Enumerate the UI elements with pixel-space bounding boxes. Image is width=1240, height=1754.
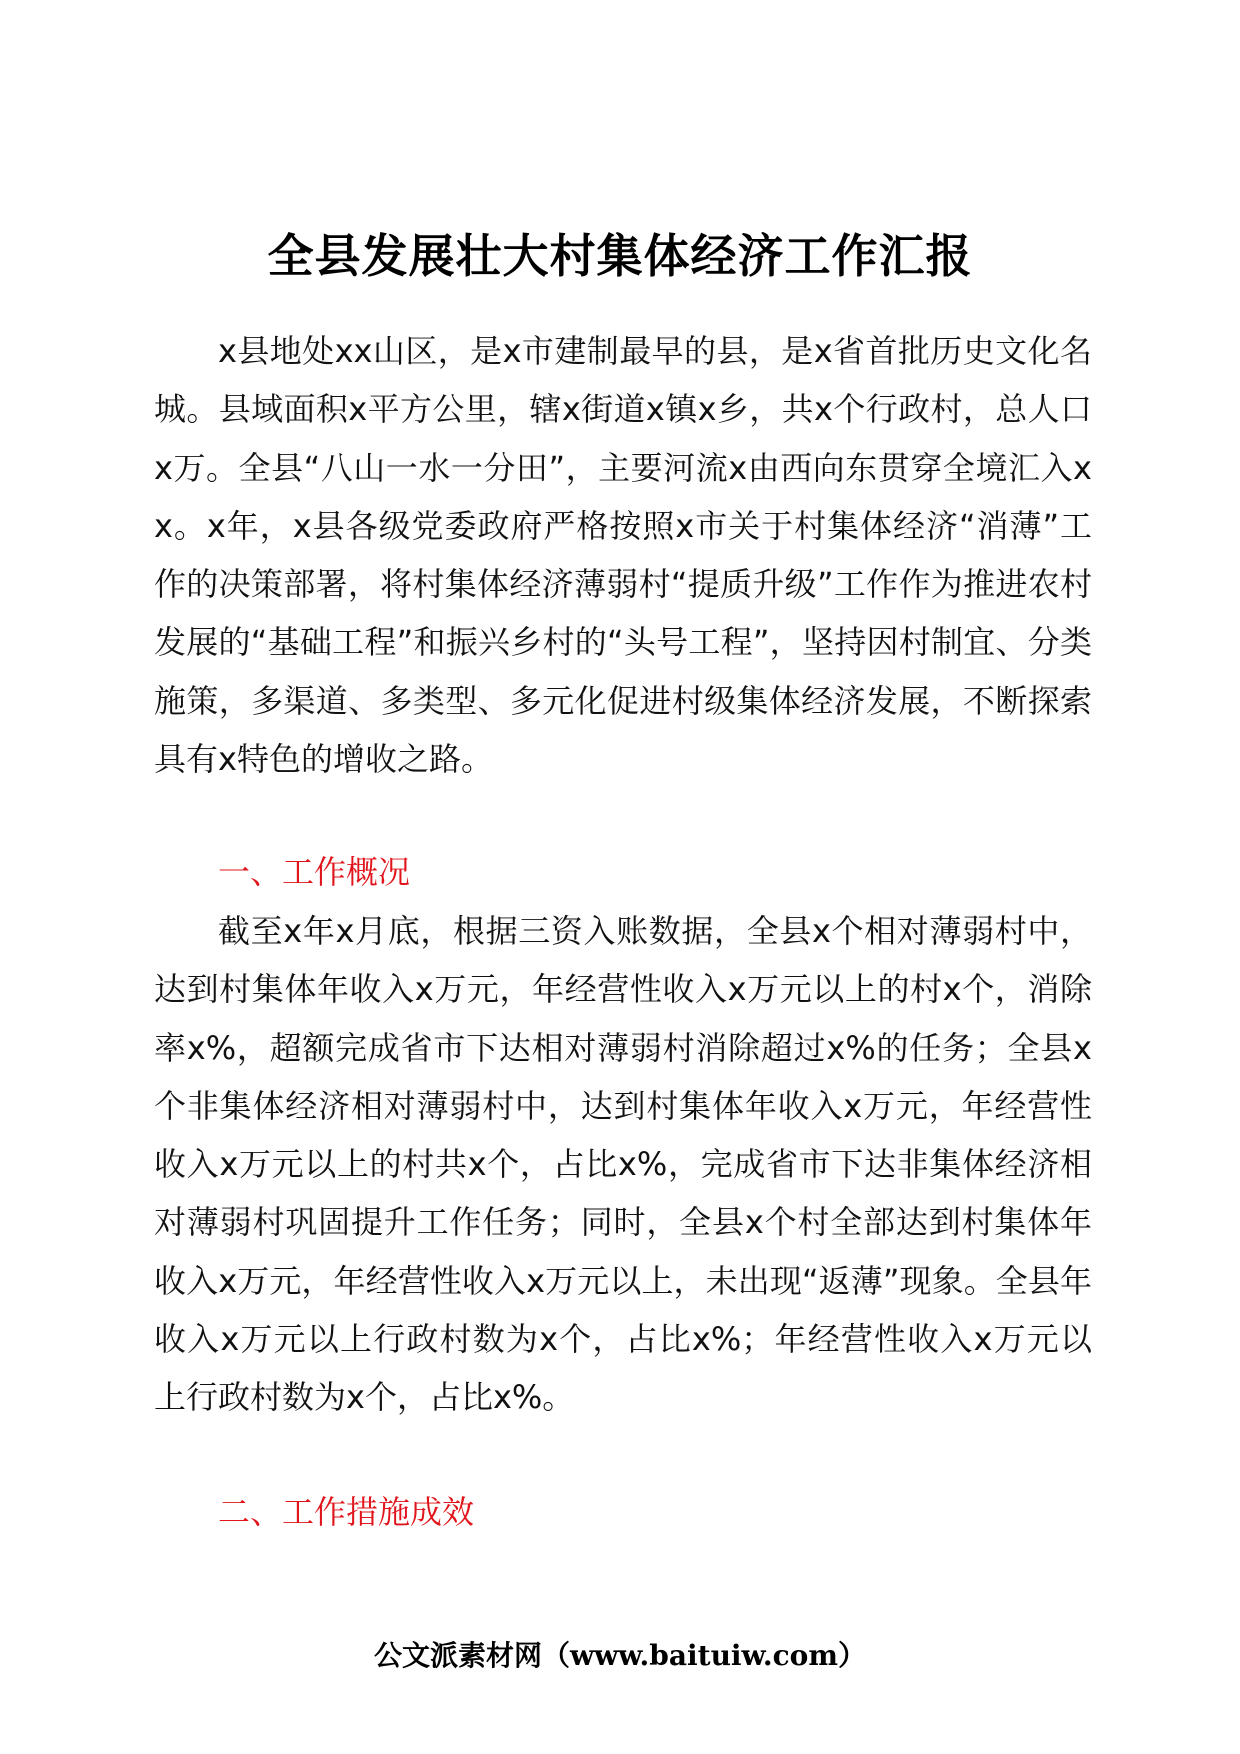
document-title: 全县发展壮大村集体经济工作汇报 <box>267 229 973 283</box>
section-heading-overview: 一、工作概况 <box>218 853 411 891</box>
overview-paragraph: 截至x年x月底，根据三资入账数据，全县x个相对薄弱村中，达到村集体年收入x万元，年经营性收入x万元以上的村x个，消除率x%，超额完成省市下达相对薄弱村消除超过x%的任务；全县x个非集体经济相对薄弱村中，达到村集体年收入x万元，年经营性收入x万元以上的村共x个，占比x%，完成省市下达非集体经济相对薄弱村巩固提升工作任务；同时，全县x个村全部达到村集体年收入x万元，年经营性收入x万元以上，未出现“返薄”现象。全县年收入x万元以上行政村数为x个，占比x%；年经营性收入x万元以上行政村数为x个，占比x%。 <box>154 912 1092 1417</box>
section-heading-measures: 二、工作措施成效 <box>218 1493 475 1531</box>
footer-watermark: 公文派素材网（www.baituiw.com） <box>374 1639 866 1672</box>
intro-paragraph: x县地处xx山区，是x市建制最早的县，是x省首批历史文化名城。县域面积x平方公里，辖x街道x镇x乡，共x个行政村，总人口x万。全县“八山一水一分田”，主要河流x由西向东贯穿全境汇入xx。x年，x县各级党委政府严格按照x市关于村集体经济“消薄”工作的决策部署，将村集体经济薄弱村“提质升级”工作作为推进农村发展的“基础工程”和振兴乡村的“头号工程”，坚持因村制宜、分类施策，多渠道、多类型、多元化促进村级集体经济发展，不断探索具有x特色的增收之路。 <box>154 332 1092 779</box>
